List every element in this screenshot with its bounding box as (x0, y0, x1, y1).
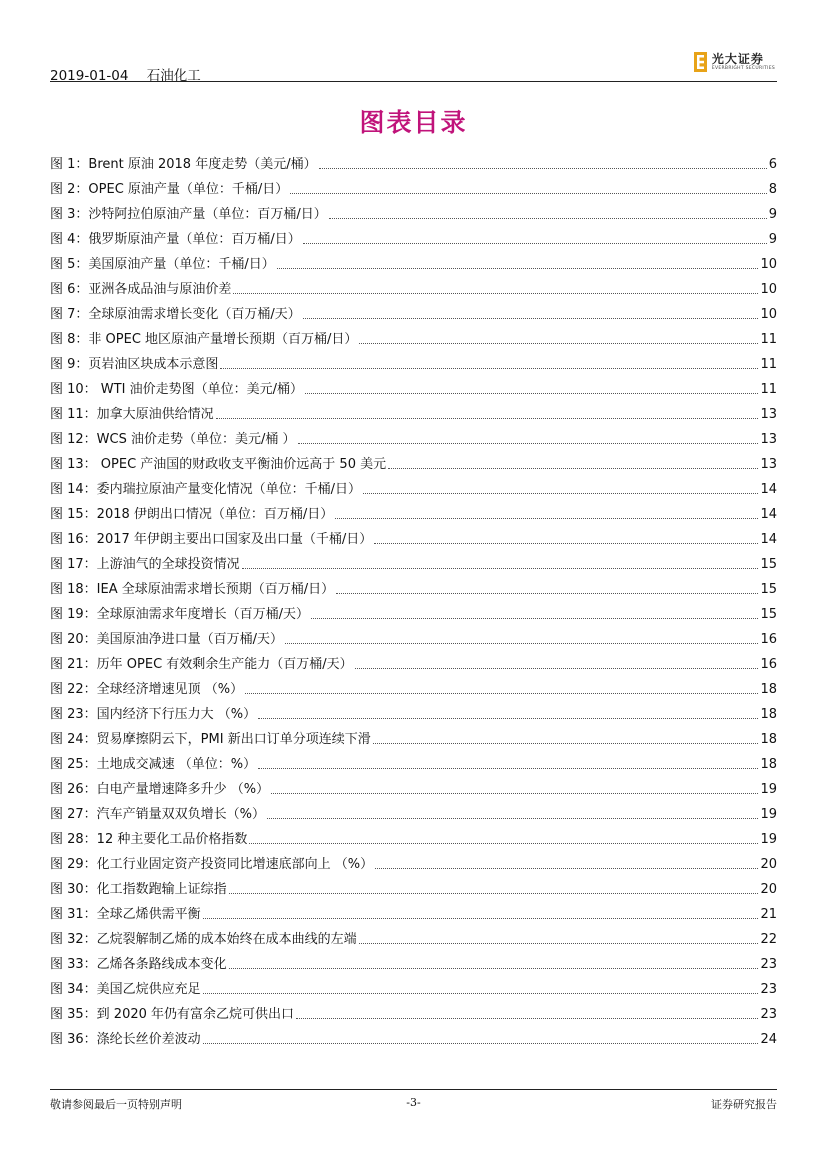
report-type: 证券研究报告 (711, 1098, 777, 1111)
toc-entry-label: 图 21：历年 OPEC 有效剩余生产能力（百万桶/天） (50, 657, 353, 672)
toc-entry-label: 图 33：乙烯各条路线成本变化 (50, 957, 227, 972)
toc-entry-page: 9 (768, 232, 777, 247)
dot-leader (298, 433, 759, 444)
toc-entry-page: 14 (760, 482, 777, 497)
toc-entry-label: 图 31：全球乙烯供需平衡 (50, 907, 201, 922)
everbright-logo (694, 52, 775, 72)
dot-leader (216, 408, 759, 419)
toc-entry-page: 23 (760, 982, 777, 997)
toc-entry[interactable] (50, 797, 777, 822)
dot-leader (311, 608, 758, 619)
toc-entry[interactable] (50, 347, 777, 372)
toc-entry-page: 22 (760, 932, 777, 947)
logo-name-cn: 光大证券 (711, 51, 764, 66)
toc-entry-label: 图 29：化工行业固定资产投资同比增速底部向上 （%） (50, 857, 374, 872)
toc-entry-label: 图 7：全球原油需求增长变化（百万桶/天） (50, 307, 301, 322)
dot-leader (285, 633, 758, 644)
toc-entry-label: 图 34：美国乙烷供应充足 (50, 982, 201, 997)
toc-entry[interactable] (50, 622, 777, 647)
toc-entry[interactable] (50, 497, 777, 522)
dot-leader (267, 808, 758, 819)
toc-entry-label: 图 20：美国原油净进口量（百万桶/天） (50, 632, 284, 647)
toc-entry[interactable] (50, 572, 777, 597)
page-number: -3- (406, 1096, 421, 1109)
toc-entry[interactable] (50, 697, 777, 722)
dot-leader (233, 283, 758, 294)
dot-leader (296, 1008, 758, 1019)
toc-entry-page: 8 (768, 182, 777, 197)
dot-leader (305, 383, 759, 394)
toc-entry-page: 19 (760, 832, 777, 847)
toc-entry[interactable] (50, 447, 777, 472)
toc-entry-label: 图 24：贸易摩擦阴云下，PMI 新出口订单分项连续下滑 (50, 732, 371, 747)
toc-entry-label: 图 27：汽车产销量双双负增长（%） (50, 807, 266, 822)
toc-entry-label: 图 13： OPEC 产油国的财政收支平衡油价远高于 50 美元 (50, 457, 387, 472)
dot-leader (335, 508, 758, 519)
toc-entry[interactable] (50, 172, 777, 197)
toc-entry[interactable] (50, 422, 777, 447)
page-header (50, 51, 777, 84)
toc-entry-page: 18 (760, 682, 777, 697)
toc-entry-page: 13 (760, 457, 777, 472)
toc-entry[interactable] (50, 922, 777, 947)
toc-entry-page: 19 (760, 807, 777, 822)
toc-entry[interactable] (50, 722, 777, 747)
toc-entry[interactable] (50, 972, 777, 997)
toc-entry-page: 14 (760, 507, 777, 522)
dot-leader (336, 583, 758, 594)
toc-entry[interactable] (50, 247, 777, 272)
toc-entry[interactable] (50, 997, 777, 1022)
toc-entry[interactable] (50, 872, 777, 897)
toc-entry-label: 图 4：俄罗斯原油产量（单位：百万桶/日） (50, 232, 301, 247)
toc-entry-page: 10 (760, 257, 777, 272)
dot-leader (258, 758, 758, 769)
toc-entry-label: 图 19：全球原油需求年度增长（百万桶/天） (50, 607, 310, 622)
toc-entry-label: 图 36：涤纶长丝价差波动 (50, 1032, 201, 1047)
dot-leader (359, 933, 759, 944)
toc-entry-label: 图 30：化工指数跑输上证综指 (50, 882, 227, 897)
toc-entry-label: 图 10： WTI 油价走势图（单位：美元/桶） (50, 382, 303, 397)
toc-entry-page: 18 (760, 757, 777, 772)
footer-divider (50, 1089, 777, 1090)
toc-entry-label: 图 32：乙烷裂解制乙烯的成本始终在成本曲线的左端 (50, 932, 357, 947)
toc-entry[interactable] (50, 897, 777, 922)
toc-entry-label: 图 14：委内瑞拉原油产量变化情况（单位：千桶/日） (50, 482, 362, 497)
toc-entry[interactable] (50, 397, 777, 422)
dot-leader (375, 858, 758, 869)
toc-entry[interactable] (50, 847, 777, 872)
page-footer (50, 1096, 777, 1112)
toc-entry[interactable] (50, 522, 777, 547)
toc-entry-page: 15 (760, 557, 777, 572)
toc-entry[interactable] (50, 1022, 777, 1047)
report-date: 2019-01-04 (50, 68, 129, 84)
toc-entry[interactable] (50, 597, 777, 622)
dot-leader (258, 708, 758, 719)
dot-leader (203, 983, 759, 994)
toc-entry[interactable] (50, 547, 777, 572)
dot-leader (359, 333, 758, 344)
toc-entry-page: 13 (760, 407, 777, 422)
dot-leader (229, 883, 759, 894)
dot-leader (220, 358, 758, 369)
everbright-logo-icon (694, 52, 707, 72)
dot-leader (242, 558, 759, 569)
dot-leader (249, 833, 758, 844)
toc-entry-page: 9 (768, 207, 777, 222)
dot-leader (319, 158, 767, 169)
toc-entry-page: 10 (760, 282, 777, 297)
toc-entry-page: 14 (760, 532, 777, 547)
toc-entry[interactable] (50, 772, 777, 797)
dot-leader (277, 258, 759, 269)
toc-entry-label: 图 2：OPEC 原油产量（单位：千桶/日） (50, 182, 289, 197)
toc-entry-page: 16 (760, 632, 777, 647)
toc-entry-label: 图 16：2017 年伊朗主要出口国家及出口量（千桶/日） (50, 532, 373, 547)
dot-leader (303, 308, 759, 319)
toc-entry-label: 图 1：Brent 原油 2018 年度走势（美元/桶） (50, 157, 317, 172)
toc-entry-label: 图 15：2018 伊朗出口情况（单位：百万桶/日） (50, 507, 334, 522)
toc-entry-label: 图 28：12 种主要化工品价格指数 (50, 832, 248, 847)
toc-entry-page: 10 (760, 307, 777, 322)
toc-entry-label: 图 5：美国原油产量（单位：千桶/日） (50, 257, 275, 272)
industry-name: 石油化工 (146, 68, 201, 84)
toc-entry-label: 图 35：到 2020 年仍有富余乙烷可供出口 (50, 1007, 295, 1022)
footer-disclaimer: 敬请参阅最后一页特别声明 (50, 1098, 182, 1111)
toc-entry-label: 图 6：亚洲各成品油与原油价差 (50, 282, 232, 297)
dot-leader (203, 908, 759, 919)
toc-entry[interactable] (50, 297, 777, 322)
toc-entry[interactable] (50, 372, 777, 397)
dot-leader (271, 783, 758, 794)
toc-entry-label: 图 11：加拿大原油供给情况 (50, 407, 214, 422)
toc-entry-label: 图 8：非 OPEC 地区原油产量增长预期（百万桶/日） (50, 332, 358, 347)
toc-entry-label: 图 23：国内经济下行压力大 （%） (50, 707, 257, 722)
toc-entry[interactable] (50, 147, 777, 172)
toc-entry-label: 图 26：白电产量增速降多升少 （%） (50, 782, 270, 797)
toc-entry-page: 18 (760, 732, 777, 747)
dot-leader (303, 233, 767, 244)
dot-leader (373, 733, 759, 744)
toc-entry-page: 20 (760, 882, 777, 897)
toc-entry-label: 图 18：IEA 全球原油需求增长预期（百万桶/日） (50, 582, 335, 597)
dot-leader (355, 658, 759, 669)
toc-entry-page: 16 (760, 657, 777, 672)
toc-entry-page: 24 (760, 1032, 777, 1047)
header-divider (50, 81, 777, 82)
toc-entry-page: 11 (760, 332, 777, 347)
toc-entry[interactable] (50, 272, 777, 297)
toc-entry-page: 15 (760, 607, 777, 622)
toc-entry-page: 13 (760, 432, 777, 447)
dot-leader (290, 183, 766, 194)
toc-entry[interactable] (50, 472, 777, 497)
toc-entry[interactable] (50, 197, 777, 222)
toc-entry-page: 11 (760, 357, 777, 372)
toc-entry[interactable] (50, 322, 777, 347)
toc-entry-label: 图 3：沙特阿拉伯原油产量（单位：百万桶/日） (50, 207, 327, 222)
toc-entry[interactable] (50, 647, 777, 672)
toc-entry-page: 21 (760, 907, 777, 922)
toc-entry-label: 图 9：页岩油区块成本示意图 (50, 357, 219, 372)
dot-leader (374, 533, 758, 544)
toc-entry-label: 图 12：WCS 油价走势（单位：美元/桶 ） (50, 432, 296, 447)
toc-entry-page: 18 (760, 707, 777, 722)
toc-entry-page: 23 (760, 957, 777, 972)
toc-entry[interactable] (50, 822, 777, 847)
toc-entry-page: 15 (760, 582, 777, 597)
toc-entry-page: 20 (760, 857, 777, 872)
page-title: 图表目录 (359, 108, 468, 137)
toc-entry-label: 图 25：土地成交减速 （单位：%） (50, 757, 257, 772)
toc-entry-page: 11 (760, 382, 777, 397)
dot-leader (203, 1033, 759, 1044)
dot-leader (363, 483, 758, 494)
toc-entry-label: 图 17：上游油气的全球投资情况 (50, 557, 240, 572)
dot-leader (329, 208, 767, 219)
toc-entry[interactable] (50, 747, 777, 772)
toc-entry-page: 6 (768, 157, 777, 172)
dot-leader (245, 683, 758, 694)
figure-list (50, 147, 777, 1047)
dot-leader (388, 458, 758, 469)
toc-entry-page: 23 (760, 1007, 777, 1022)
dot-leader (229, 958, 759, 969)
toc-entry[interactable] (50, 947, 777, 972)
toc-entry-page: 19 (760, 782, 777, 797)
toc-entry[interactable] (50, 672, 777, 697)
toc-entry[interactable] (50, 222, 777, 247)
toc-entry-label: 图 22：全球经济增速见顶 （%） (50, 682, 244, 697)
logo-name-en: EVERBRIGHT SECURITIES (711, 65, 775, 71)
